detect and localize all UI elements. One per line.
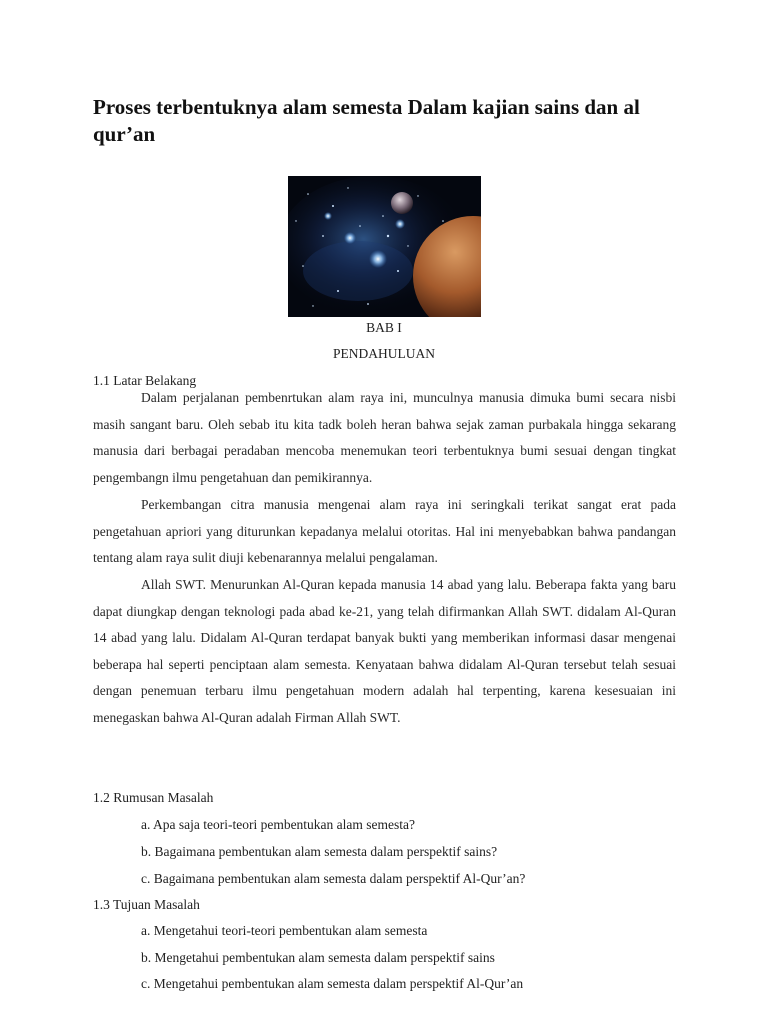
paragraph-1: Dalam perjalanan pembenrtukan alam raya ini, munculnya manusia dimuka bumi secara nisbi masih sangant baru. Oleh sebab itu kita tadk boleh heran bahwa sejak zaman purbakala hingga sekarang manusia dari berbagai peradaban mencoba menemukan teori terbentuknya bumi sesuai dengan tingkat pengembangn ilmu pengetahuan dan pemikirannya. — [93, 390, 676, 485]
list-item-rumusan-c: c. Bagaimana pembentukan alam semesta dalam perspektif Al-Qur’an? — [141, 871, 526, 886]
paragraph-2: Perkembangan citra manusia mengenai alam raya ini seringkali terikat sangat erat pada pengetahuan apriori yang diturunkan kepadanya melalui otoritas. Hal ini menyebabkan bahwa pandangan tentang alam raya sulit diuji kebenarannya melalui pengalaman. — [93, 497, 676, 566]
chapter-label: BAB I — [366, 320, 402, 335]
list-item-rumusan-a: a. Apa saja teori-teori pembentukan alam semesta? — [141, 817, 416, 832]
paragraph-3: Allah SWT. Menurunkan Al-Quran kepada manusia 14 abad yang lalu. Beberapa fakta yang baru dapat diungkap dengan teknologi pada abad ke-21, yang telah difirmankan Allah SWT. didalam Al-Quran 14 abad yang lalu. Didalam Al-Quran terdapat banyak bukti yang memberikan informasi dasar mengenai beberapa hal seperti penciptaan alam semesta. Kenyataan bahwa didalam Al-Quran tersebut telah sesuai dengan penemuan terbaru ilmu pengetahuan modern adalah hal terpenting, karena kesesuaian ini menegaskan bahwa Al-Quran adalah Firman Allah SWT. — [93, 577, 676, 725]
document-title: Proses terbentuknya alam semesta Dalam kajian sains dan al qur’an — [93, 95, 640, 146]
space-planets-image — [288, 176, 481, 317]
space-illustration — [288, 176, 481, 317]
list-item-tujuan-c: c. Mengetahui pembentukan alam semesta dalam perspektif Al-Qur’an — [141, 976, 524, 991]
list-item-rumusan-b: b. Bagaimana pembentukan alam semesta dalam perspektif sains? — [141, 844, 498, 859]
list-item-tujuan-a: a. Mengetahui teori-teori pembentukan alam semesta — [141, 923, 428, 938]
chapter-title: PENDAHULUAN — [333, 346, 435, 361]
section-heading-rumusan-masalah: 1.2 Rumusan Masalah — [93, 790, 214, 805]
list-item-tujuan-b: b. Mengetahui pembentukan alam semesta dalam perspektif sains — [141, 950, 495, 965]
section-heading-latar-belakang: 1.1 Latar Belakang — [93, 373, 197, 388]
section-heading-tujuan-masalah: 1.3 Tujuan Masalah — [93, 897, 200, 912]
